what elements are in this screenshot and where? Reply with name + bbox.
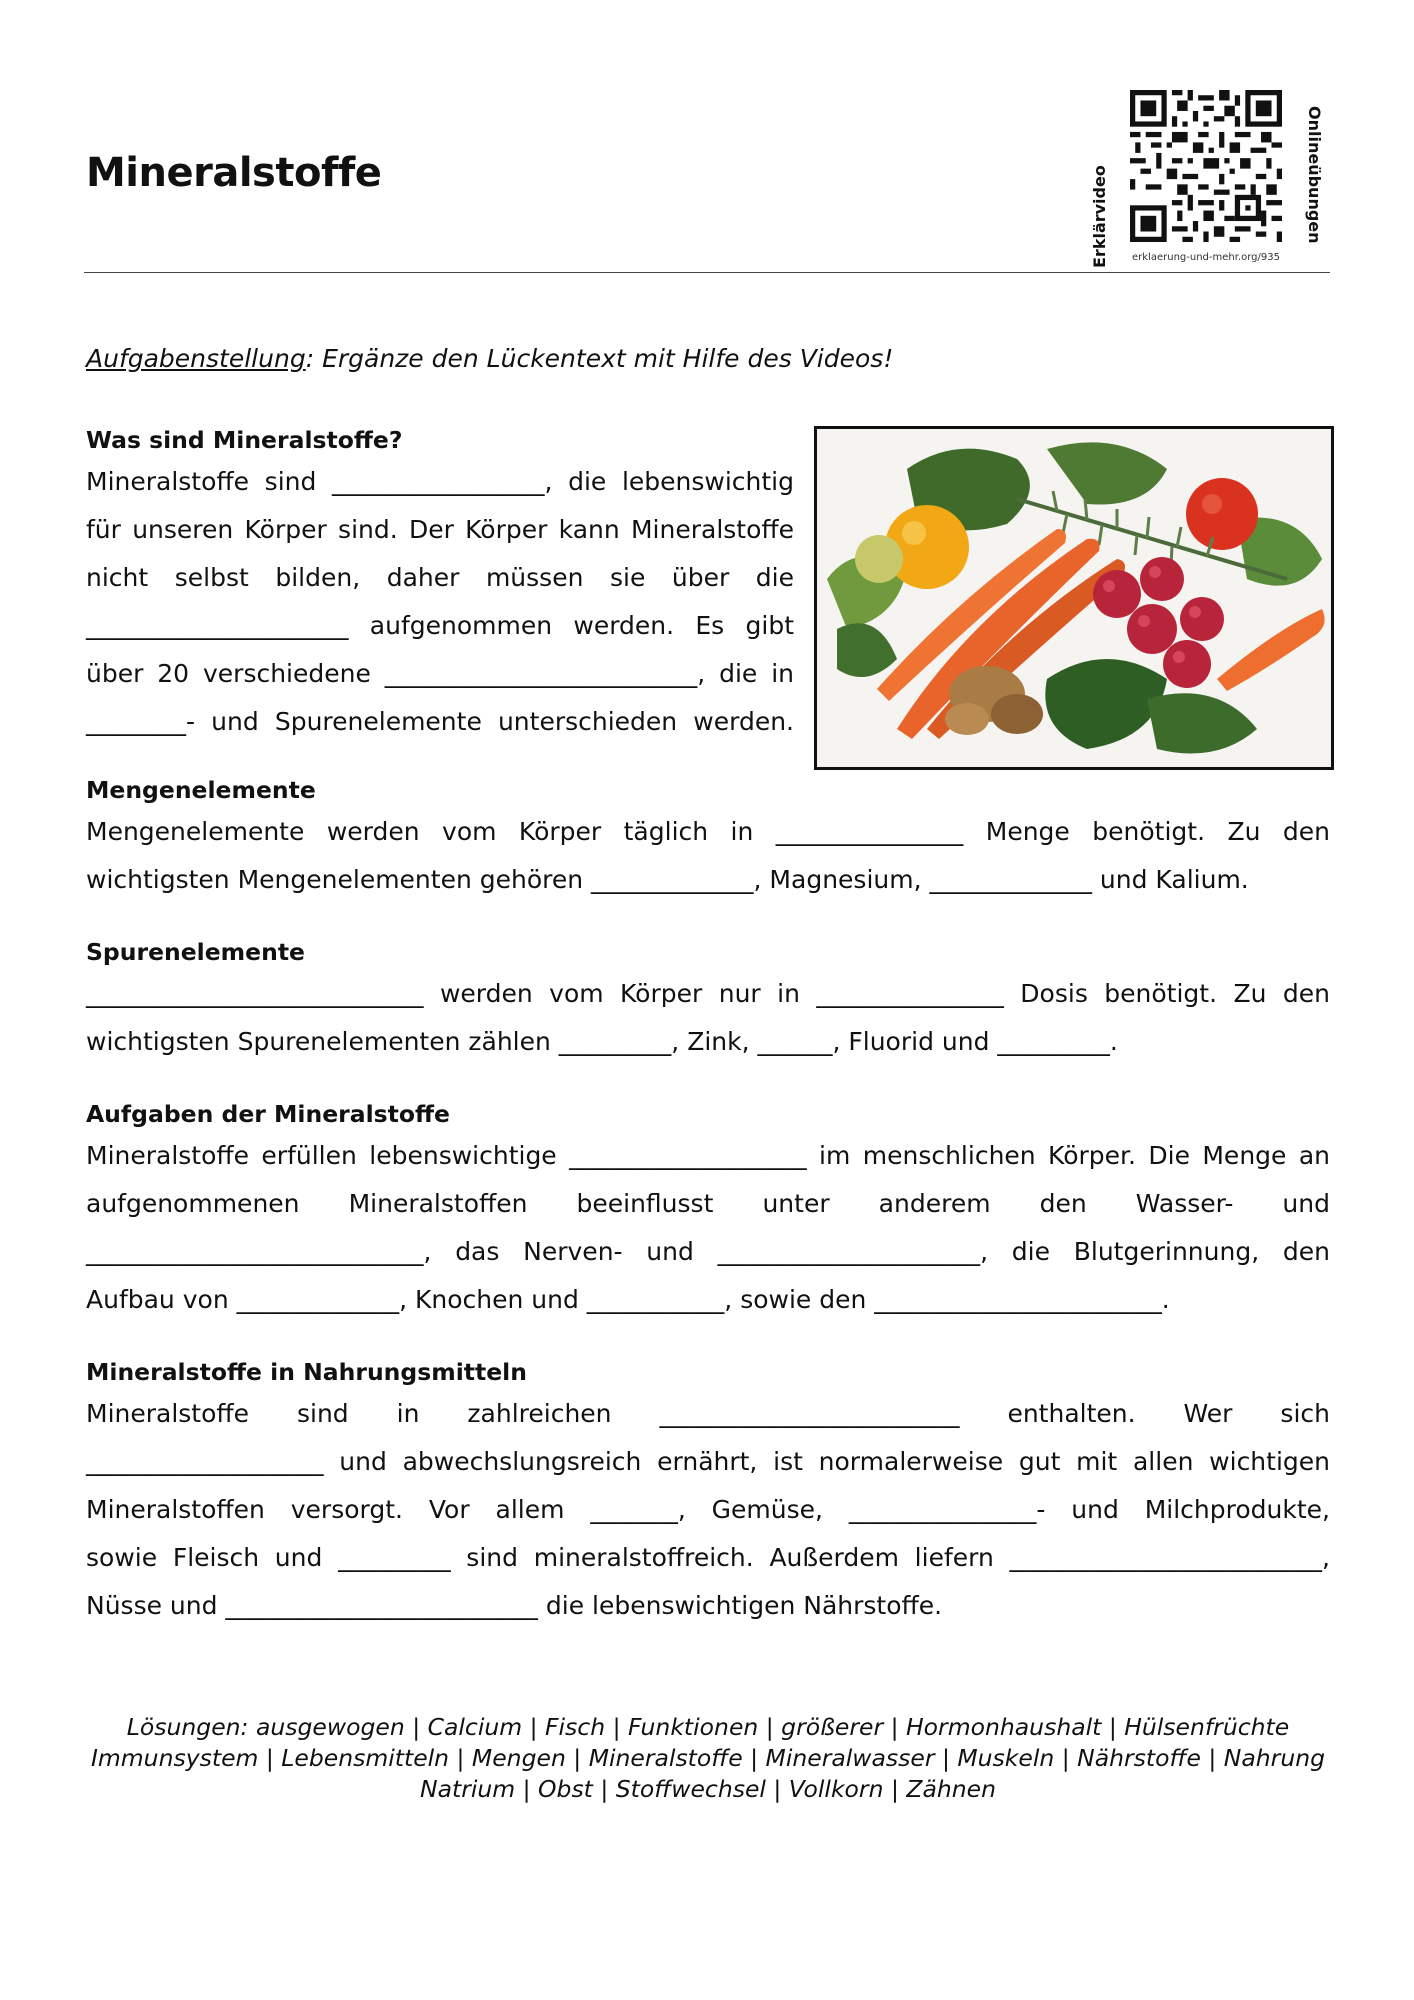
solutions-box — [86, 1712, 1330, 1805]
section-what-are-minerals — [86, 422, 794, 746]
text-line: Mineralstoffe sind in zahlreichen ________________________ enthalten. Wer sich — [86, 1399, 1330, 1428]
section-minerals-in-food — [86, 1354, 1330, 1630]
task-instruction — [86, 344, 893, 373]
vegetables-photo — [814, 426, 1334, 770]
text-line: sowie Fleisch und _________ sind mineralstoffreich. Außerdem liefern _________________________, — [86, 1543, 1330, 1572]
section-mineral-functions — [86, 1096, 1330, 1324]
text-line: Mineralstoffe erfüllen lebenswichtige ___________________ im menschlichen Körper. Die Menge an — [86, 1141, 1330, 1170]
qr-url-text: erklaerung-und-mehr.org/935 — [1132, 252, 1280, 263]
section-trace-elements — [86, 934, 1330, 1066]
text-line: _____________________ aufgenommen werden. Es gibt — [86, 611, 794, 640]
section-heading: Mineralstoffe in Nahrungsmitteln — [86, 1358, 527, 1386]
text-line: ___________________ und abwechslungsreich ernährt, ist normalerweise gut mit allen wichtigen — [86, 1447, 1330, 1476]
text-line: ___________________________, das Nerven- und _____________________, die Blutgerinnung, den — [86, 1237, 1330, 1266]
text-line: aufgenommenen Mineralstoffen beeinflusst unter anderem den Wasser- und — [86, 1189, 1330, 1218]
explain-video-label: Erklärvideo — [1090, 165, 1109, 268]
qr-code-icon[interactable] — [1130, 90, 1282, 242]
text-line: Nüsse und _________________________ die lebenswichtigen Nährstoffe. — [86, 1591, 943, 1620]
text-line: Mineralstoffe sind _________________, die lebenswichtig — [86, 467, 794, 496]
task-text: : Ergänze den Lückentext mit Hilfe des Videos! — [305, 344, 894, 373]
text-line: Mineralstoffen versorgt. Vor allem _______, Gemüse, _______________- und Milchprodukte, — [86, 1495, 1330, 1524]
text-line: wichtigsten Mengenelementen gehören _____________, Magnesium, _____________ und Kalium. — [86, 865, 1249, 894]
solutions-line: Lösungen: ausgewogen | Calcium | Fisch | Funktionen | größerer | Hormonhaushalt | Hülsenfrüchte — [126, 1713, 1290, 1741]
section-macro-elements — [86, 772, 1330, 904]
section-heading: Aufgaben der Mineralstoffe — [86, 1100, 450, 1128]
header-divider — [84, 272, 1330, 273]
section-heading: Mengenelemente — [86, 776, 316, 804]
text-line: über 20 verschiedene _________________________, die in — [86, 659, 794, 688]
section-heading: Spurenelemente — [86, 938, 305, 966]
text-line: Mengenelemente werden vom Körper täglich in _______________ Menge benötigt. Zu den — [86, 817, 1330, 846]
text-line: ___________________________ werden vom Körper nur in _______________ Dosis benötigt. Zu den — [86, 979, 1330, 1008]
text-line: nicht selbst bilden, daher müssen sie über die — [86, 563, 794, 592]
text-line: für unseren Körper sind. Der Körper kann Mineralstoffe — [86, 515, 794, 544]
online-exercises-label: Onlineübungen — [1305, 106, 1324, 244]
text-line: Aufbau von _____________, Knochen und ___________, sowie den _______________________. — [86, 1285, 1170, 1314]
section-heading: Was sind Mineralstoffe? — [86, 426, 403, 454]
text-line: ________- und Spurenelemente unterschieden werden. — [86, 707, 794, 736]
qr-code-block — [1088, 88, 1338, 268]
solutions-line: Natrium | Obst | Stoffwechsel | Vollkorn | Zähnen — [420, 1775, 996, 1803]
text-line: wichtigsten Spurenelementen zählen _________, Zink, ______, Fluorid und _________. — [86, 1027, 1118, 1056]
solutions-line: Immunsystem | Lebensmitteln | Mengen | Mineralstoffe | Mineralwasser | Muskeln | Nährstoffe | Nahrung — [90, 1744, 1326, 1772]
task-label: Aufgabenstellung — [86, 344, 306, 373]
page-title: Mineralstoffe — [86, 150, 382, 196]
